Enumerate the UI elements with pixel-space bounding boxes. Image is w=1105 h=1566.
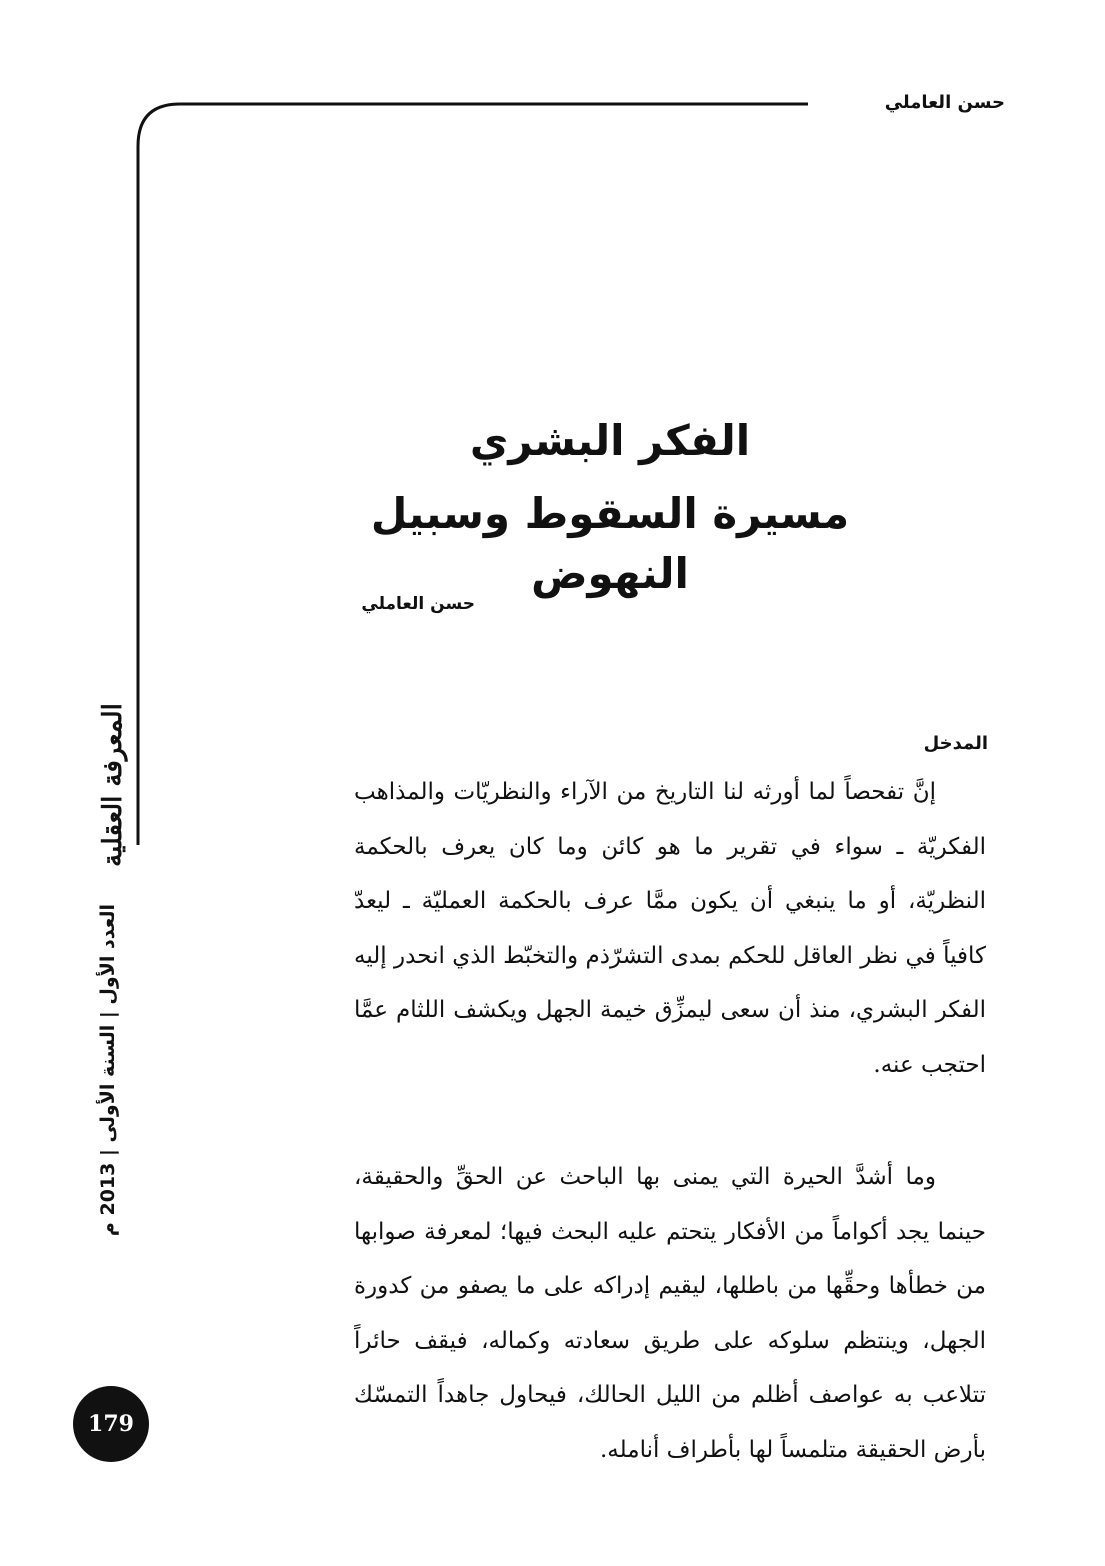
page-number-badge xyxy=(73,1386,149,1462)
article-title: الفكر البشري xyxy=(469,416,751,465)
article-subtitle: مسيرة السقوط وسبيل النهوض xyxy=(370,489,850,598)
paragraph-1: إنَّ تفحصاً لما أورثه لنا التاريخ من الآراء والنظريّات والمذاهب الفكريّة ـ سواء في تقرير ما هو كائن وما كان يعرف بالحكمة النظريّة، أو ما ينبغي أن يكون ممَّا عرف بالحكمة العمليّة ـ ليعدّ كافياً في نظر العاقل للحكم بمدى التشرّذم والتخبّط الذي انحدر إليه الفكر البشري، منذ أن سعى ليمزِّق خيمة الجهل ويكشف اللثام عمَّا احتجب عنه. xyxy=(354,779,986,1078)
issue-info-text: العدد الأول | السنة الأولى | 2013 م xyxy=(97,903,119,1237)
journal-logo-text: المعرفة العقلية xyxy=(98,703,128,867)
article-author: حسن العاملي xyxy=(361,594,475,614)
paragraph-2: وما أشدَّ الحيرة التي يمنى بها الباحث عن الحقِّ والحقيقة، حينما يجد أكواماً من الأفكار يتحتم عليه البحث فيها؛ لمعرفة صوابها من خطأها وحقِّها من باطلها، ليقيم إدراكه على ما يصفو من كدورة الجهل، وينتظم سلوكه على طريق سعادته وكماله، فيقف حائراً تتلاعب به عواصف أظلم من الليل الحالك، فيحاول جاهداً التمسّك بأرض الحقيقة متلمساً لها بأطراف أنامله. xyxy=(354,1164,986,1463)
issue-info xyxy=(86,900,130,1240)
running-head-author: حسن العاملي xyxy=(884,92,1005,113)
title-block xyxy=(330,398,890,604)
page-number: 179 xyxy=(88,1411,134,1437)
journal-logo xyxy=(82,700,144,870)
section-heading: المدخل xyxy=(923,733,988,754)
